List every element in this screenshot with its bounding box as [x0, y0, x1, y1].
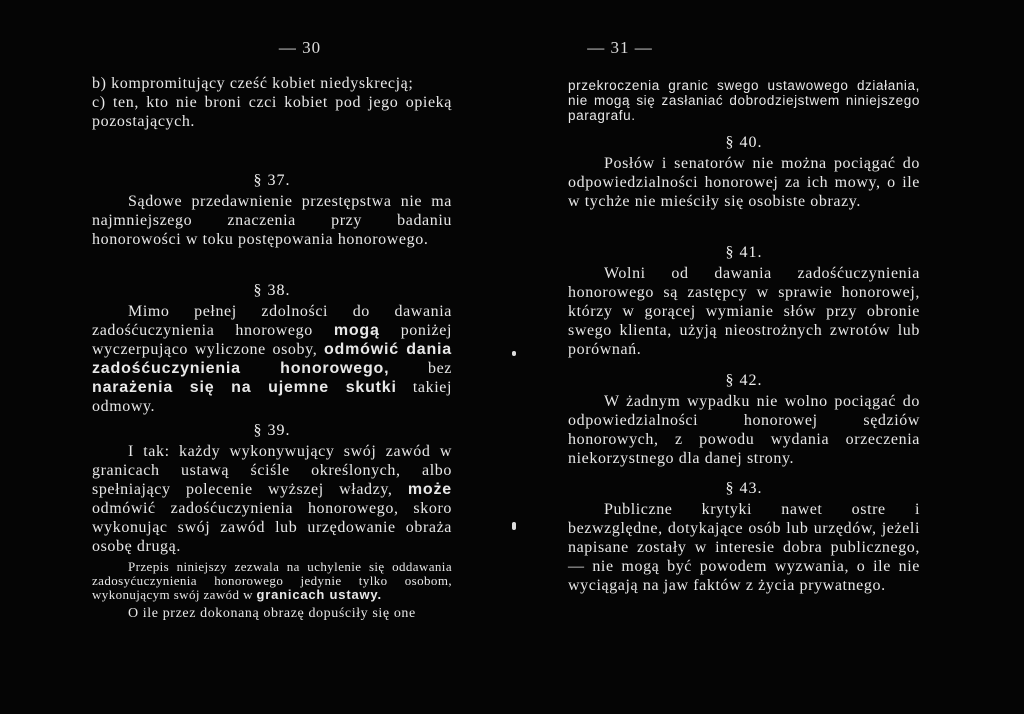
section-43-text: Publiczne krytyki nawet ostre i bezwzględne, dotykające osób lub urzędów, jeżeli napisane zostały w interesie dobra publicznego, — nie mogą być powodem wyzwania, o ile nie wyciągają na jaw faktów z życia prywatnego. [568, 501, 920, 594]
right-intro [568, 78, 920, 123]
gutter-mark-top [512, 351, 516, 356]
right-page [560, 0, 960, 714]
right-intro-text: przekroczenia granic swego ustawowego działania, nie mogą się zasłaniać dobrodziejstwem niniejszego paragrafu. [568, 78, 920, 123]
page-number-right: — 31 — [587, 38, 653, 57]
section-41 [568, 244, 920, 359]
section-37-mark: § 37. [253, 172, 291, 189]
s38-part-d: odmówić dania zadośćuczynienia honorowego, [92, 341, 452, 377]
section-40-text: Posłów i senatorów nie można pociągać do odpowiedzialności honorowej za ich mowy, o ile w tychże nie mieściły się osobiste obrazy. [568, 155, 920, 210]
section-39-last: O ile przez dokonaną obrazę dopuściły się one [128, 606, 416, 621]
section-38 [92, 282, 452, 416]
gutter-mark-bottom [512, 522, 516, 530]
item-b: b) kompromitujący cześć kobiet niedyskrecją; [92, 75, 414, 92]
section-39-mark: § 39. [253, 422, 291, 439]
s38-part-a: Mimo pełnej zdolności do dawania zadośćuczynienia hnorowego [92, 303, 452, 339]
left-page [70, 0, 470, 714]
s39-note-a: Przepis niniejszy zezwala na uchylenie się oddawania zadosyćuczynienia honorowego jedynie tylko osobom, wykonującym swój zawód w [92, 559, 452, 602]
list-items [92, 74, 452, 131]
section-40-mark: § 40. [725, 134, 763, 151]
section-41-text: Wolni od dawania zadośćuczynienia honorowego są zastępcy w sprawie honorowej, którzy w gorącej wymianie słów przy obronie swego klienta, użyją nieostrożnych zwrotów lub porównań. [568, 265, 920, 358]
section-43-mark: § 43. [725, 480, 763, 497]
section-39 [92, 422, 452, 623]
s38-part-e: bez [389, 360, 452, 377]
section-43 [568, 480, 920, 595]
s38-part-c: poniżej wyczerpująco wyliczone osoby, [92, 322, 452, 358]
section-41-mark: § 41. [725, 244, 763, 261]
page-number-left: — 30 [278, 38, 322, 57]
section-39-note [92, 560, 452, 602]
section-42-text: W żadnym wypadku nie wolno pociągać do odpowiedzialności honorowej sędziów honorowych, z powodu wydania orzeczenia niekorzystnego dla danej strony. [568, 393, 920, 467]
s39-part-b: może [407, 481, 452, 498]
section-40 [568, 134, 920, 211]
section-39-text [92, 442, 452, 556]
s38-part-g: takiej odmowy. [92, 379, 453, 415]
s39-part-c: odmówić zadośćuczynienia honorowego, skoro wykonując swój zawód lub urzędowanie obraża osobę drugą. [92, 500, 452, 555]
section-37-text: Sądowe przedawnienie przestępstwa nie ma najmniejszego znaczenia przy badaniu honorowości w toku postępowania honorowego. [92, 193, 452, 248]
section-38-text [92, 302, 452, 416]
s38-part-b: mogą [333, 322, 380, 339]
s39-note-b: granicach ustawy. [256, 587, 382, 602]
s38-part-f: narażenia się na ujemne skutki [92, 379, 397, 396]
section-42-mark: § 42. [725, 372, 763, 389]
section-38-mark: § 38. [253, 282, 291, 299]
item-c: c) ten, kto nie broni czci kobiet pod jego opieką pozostających. [92, 94, 452, 130]
section-42 [568, 372, 920, 468]
s39-part-a: I tak: każdy wykonywujący swój zawód w granicach ustawą ściśle określonych, albo spełniający polecenie wyższej władzy, [92, 443, 452, 498]
section-37 [92, 172, 452, 249]
